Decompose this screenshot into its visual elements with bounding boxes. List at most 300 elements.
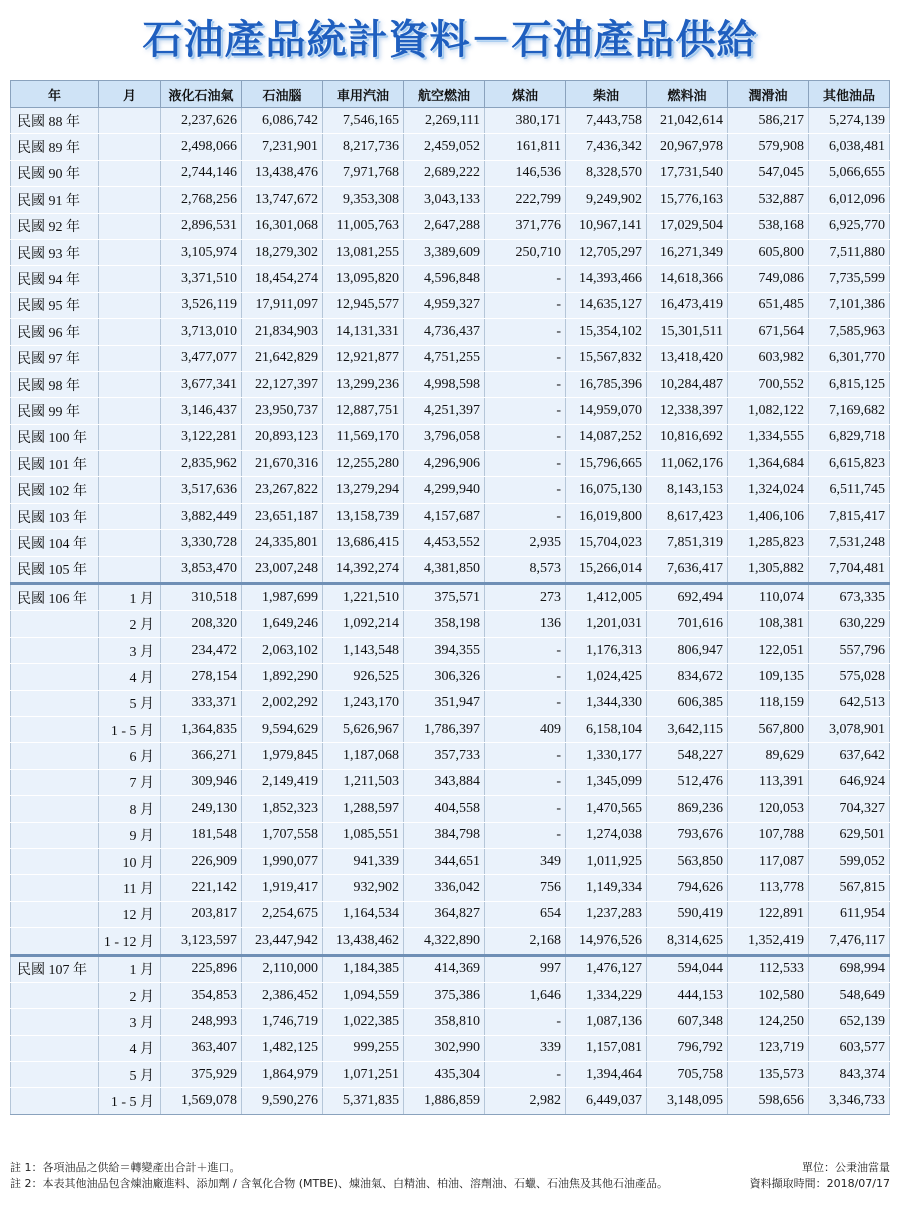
- value-cell: 796,792: [647, 1035, 728, 1061]
- value-cell: 8,314,625: [647, 928, 728, 955]
- month-cell: [99, 134, 161, 160]
- value-cell: 1,143,548: [323, 637, 404, 663]
- value-cell: 4,251,397: [404, 398, 485, 424]
- value-cell: 13,158,739: [323, 503, 404, 529]
- column-header: 柴油: [566, 81, 647, 108]
- year-cell: 民國 89 年: [11, 134, 99, 160]
- value-cell: 17,029,504: [647, 213, 728, 239]
- column-header: 石油腦: [242, 81, 323, 108]
- table-row: [11, 477, 890, 503]
- year-cell: 民國 97 年: [11, 345, 99, 371]
- value-cell: 548,227: [647, 743, 728, 769]
- year-cell: [11, 1088, 99, 1114]
- value-cell: 13,686,415: [323, 530, 404, 556]
- value-cell: 1,285,823: [728, 530, 809, 556]
- value-cell: 997: [485, 955, 566, 982]
- value-cell: 1,288,597: [323, 796, 404, 822]
- value-cell: 557,796: [809, 637, 890, 663]
- value-cell: 17,731,540: [647, 160, 728, 186]
- value-cell: 17,911,097: [242, 292, 323, 318]
- value-cell: 704,327: [809, 796, 890, 822]
- value-cell: 394,355: [404, 637, 485, 663]
- value-cell: 435,304: [404, 1062, 485, 1088]
- value-cell: 4,299,940: [404, 477, 485, 503]
- value-cell: 1,324,024: [728, 477, 809, 503]
- value-cell: 9,590,276: [242, 1088, 323, 1114]
- value-cell: 16,473,419: [647, 292, 728, 318]
- value-cell: 404,558: [404, 796, 485, 822]
- value-cell: 1,164,534: [323, 901, 404, 927]
- month-cell: 10 月: [99, 848, 161, 874]
- value-cell: 10,816,692: [647, 424, 728, 450]
- table-row: [11, 664, 890, 690]
- value-cell: 21,834,903: [242, 319, 323, 345]
- retrieved-date: 資料擷取時間：2018/07/17: [749, 1177, 890, 1190]
- value-cell: 1,886,859: [404, 1088, 485, 1114]
- page-title: 石油產品統計資料－石油產品供給: [142, 17, 758, 63]
- value-cell: 181,548: [161, 822, 242, 848]
- table-row: [11, 160, 890, 186]
- table-row: [11, 134, 890, 160]
- year-cell: [11, 901, 99, 927]
- value-cell: 642,513: [809, 690, 890, 716]
- value-cell: 6,615,823: [809, 451, 890, 477]
- value-cell: 1,071,251: [323, 1062, 404, 1088]
- value-cell: 2,768,256: [161, 187, 242, 213]
- column-header: 液化石油氣: [161, 81, 242, 108]
- value-cell: 1,094,559: [323, 982, 404, 1008]
- value-cell: 120,053: [728, 796, 809, 822]
- footnote-line-1: [10, 1160, 890, 1176]
- value-cell: 2,237,626: [161, 108, 242, 134]
- month-cell: [99, 477, 161, 503]
- value-cell: 9,353,308: [323, 187, 404, 213]
- value-cell: 12,338,397: [647, 398, 728, 424]
- year-cell: 民國 101 年: [11, 451, 99, 477]
- value-cell: 89,629: [728, 743, 809, 769]
- value-cell: 310,518: [161, 584, 242, 611]
- value-cell: 4,296,906: [404, 451, 485, 477]
- table-row: [11, 690, 890, 716]
- value-cell: 3,346,733: [809, 1088, 890, 1114]
- month-cell: 2 月: [99, 611, 161, 637]
- value-cell: 2,647,288: [404, 213, 485, 239]
- year-cell: 民國 90 年: [11, 160, 99, 186]
- table-row: [11, 716, 890, 742]
- value-cell: 375,571: [404, 584, 485, 611]
- month-cell: 3 月: [99, 637, 161, 663]
- value-cell: 1,211,503: [323, 769, 404, 795]
- value-cell: 8,328,570: [566, 160, 647, 186]
- value-cell: 1,406,106: [728, 503, 809, 529]
- value-cell: 793,676: [647, 822, 728, 848]
- value-cell: 2,269,111: [404, 108, 485, 134]
- value-cell: 102,580: [728, 982, 809, 1008]
- value-cell: 8,573: [485, 556, 566, 583]
- value-cell: 1,184,385: [323, 955, 404, 982]
- month-cell: [99, 556, 161, 583]
- value-cell: 4,453,552: [404, 530, 485, 556]
- header-row: [11, 81, 890, 108]
- value-cell: 607,348: [647, 1009, 728, 1035]
- value-cell: 7,815,417: [809, 503, 890, 529]
- value-cell: 309,946: [161, 769, 242, 795]
- column-header: 潤滑油: [728, 81, 809, 108]
- value-cell: 249,130: [161, 796, 242, 822]
- value-cell: 1,646: [485, 982, 566, 1008]
- value-cell: -: [485, 796, 566, 822]
- value-cell: 1,919,417: [242, 875, 323, 901]
- value-cell: 1,082,122: [728, 398, 809, 424]
- column-header: 煤油: [485, 81, 566, 108]
- table-row: [11, 982, 890, 1008]
- value-cell: 122,051: [728, 637, 809, 663]
- value-cell: 12,921,877: [323, 345, 404, 371]
- year-cell: 民國 99 年: [11, 398, 99, 424]
- value-cell: 1,334,555: [728, 424, 809, 450]
- value-cell: 749,086: [728, 266, 809, 292]
- value-cell: 135,573: [728, 1062, 809, 1088]
- value-cell: 700,552: [728, 371, 809, 397]
- month-cell: 1 - 5 月: [99, 1088, 161, 1114]
- value-cell: 1,786,397: [404, 716, 485, 742]
- column-header: 年: [11, 81, 99, 108]
- value-cell: 575,028: [809, 664, 890, 690]
- value-cell: 7,476,117: [809, 928, 890, 955]
- value-cell: 118,159: [728, 690, 809, 716]
- value-cell: 357,733: [404, 743, 485, 769]
- value-cell: 343,884: [404, 769, 485, 795]
- value-cell: 7,636,417: [647, 556, 728, 583]
- value-cell: 351,947: [404, 690, 485, 716]
- value-cell: 4,959,327: [404, 292, 485, 318]
- value-cell: 1,482,125: [242, 1035, 323, 1061]
- footnote-line-2: [10, 1176, 890, 1192]
- month-cell: 4 月: [99, 664, 161, 690]
- value-cell: 1,221,510: [323, 584, 404, 611]
- value-cell: 605,800: [728, 239, 809, 265]
- value-cell: 4,751,255: [404, 345, 485, 371]
- value-cell: 1,352,419: [728, 928, 809, 955]
- value-cell: 1,649,246: [242, 611, 323, 637]
- value-cell: -: [485, 1009, 566, 1035]
- value-cell: 6,511,745: [809, 477, 890, 503]
- year-cell: [11, 822, 99, 848]
- table-row: [11, 371, 890, 397]
- value-cell: 16,019,800: [566, 503, 647, 529]
- value-cell: 375,929: [161, 1062, 242, 1088]
- value-cell: 234,472: [161, 637, 242, 663]
- value-cell: 11,062,176: [647, 451, 728, 477]
- value-cell: 1,470,565: [566, 796, 647, 822]
- value-cell: 221,142: [161, 875, 242, 901]
- value-cell: 12,255,280: [323, 451, 404, 477]
- month-cell: 11 月: [99, 875, 161, 901]
- value-cell: 363,407: [161, 1035, 242, 1061]
- value-cell: 692,494: [647, 584, 728, 611]
- value-cell: 21,670,316: [242, 451, 323, 477]
- month-cell: [99, 371, 161, 397]
- value-cell: 637,642: [809, 743, 890, 769]
- table-row: [11, 875, 890, 901]
- value-cell: 630,229: [809, 611, 890, 637]
- value-cell: 9,249,902: [566, 187, 647, 213]
- value-cell: 2,744,146: [161, 160, 242, 186]
- value-cell: 14,393,466: [566, 266, 647, 292]
- value-cell: 6,038,481: [809, 134, 890, 160]
- month-cell: 6 月: [99, 743, 161, 769]
- table-row: [11, 743, 890, 769]
- value-cell: 3,713,010: [161, 319, 242, 345]
- value-cell: 384,798: [404, 822, 485, 848]
- value-cell: 9,594,629: [242, 716, 323, 742]
- value-cell: 7,101,386: [809, 292, 890, 318]
- value-cell: 12,945,577: [323, 292, 404, 318]
- month-cell: 9 月: [99, 822, 161, 848]
- value-cell: 7,704,481: [809, 556, 890, 583]
- value-cell: 333,371: [161, 690, 242, 716]
- value-cell: 6,815,125: [809, 371, 890, 397]
- value-cell: 547,045: [728, 160, 809, 186]
- value-cell: 1,201,031: [566, 611, 647, 637]
- column-header: 月: [99, 81, 161, 108]
- month-cell: [99, 451, 161, 477]
- value-cell: 10,284,487: [647, 371, 728, 397]
- year-cell: 民國 93 年: [11, 239, 99, 265]
- table-row: [11, 1009, 890, 1035]
- value-cell: 11,569,170: [323, 424, 404, 450]
- value-cell: 6,012,096: [809, 187, 890, 213]
- value-cell: 15,776,163: [647, 187, 728, 213]
- value-cell: 3,882,449: [161, 503, 242, 529]
- year-cell: [11, 928, 99, 955]
- value-cell: 843,374: [809, 1062, 890, 1088]
- value-cell: 7,531,248: [809, 530, 890, 556]
- month-cell: 5 月: [99, 690, 161, 716]
- value-cell: 1,085,551: [323, 822, 404, 848]
- value-cell: 15,354,102: [566, 319, 647, 345]
- value-cell: 586,217: [728, 108, 809, 134]
- value-cell: 2,982: [485, 1088, 566, 1114]
- value-cell: 2,386,452: [242, 982, 323, 1008]
- year-cell: 民國 102 年: [11, 477, 99, 503]
- value-cell: 1,022,385: [323, 1009, 404, 1035]
- table-row: [11, 611, 890, 637]
- value-cell: 7,436,342: [566, 134, 647, 160]
- value-cell: 13,279,294: [323, 477, 404, 503]
- value-cell: 671,564: [728, 319, 809, 345]
- value-cell: 15,796,665: [566, 451, 647, 477]
- month-cell: [99, 187, 161, 213]
- value-cell: 136: [485, 611, 566, 637]
- value-cell: 248,993: [161, 1009, 242, 1035]
- table-row: [11, 955, 890, 982]
- value-cell: 7,851,319: [647, 530, 728, 556]
- value-cell: 1,990,077: [242, 848, 323, 874]
- year-cell: [11, 796, 99, 822]
- value-cell: 146,536: [485, 160, 566, 186]
- value-cell: 579,908: [728, 134, 809, 160]
- table-row: [11, 187, 890, 213]
- value-cell: 599,052: [809, 848, 890, 874]
- value-cell: 20,967,978: [647, 134, 728, 160]
- value-cell: 2,498,066: [161, 134, 242, 160]
- year-cell: [11, 611, 99, 637]
- footnotes: [10, 1160, 890, 1192]
- month-cell: [99, 213, 161, 239]
- table-row: [11, 796, 890, 822]
- month-cell: [99, 160, 161, 186]
- month-cell: 1 月: [99, 584, 161, 611]
- value-cell: 5,274,139: [809, 108, 890, 134]
- value-cell: 6,301,770: [809, 345, 890, 371]
- value-cell: 24,335,801: [242, 530, 323, 556]
- value-cell: -: [485, 477, 566, 503]
- value-cell: -: [485, 451, 566, 477]
- value-cell: 444,153: [647, 982, 728, 1008]
- table-row: [11, 637, 890, 663]
- value-cell: 8,143,153: [647, 477, 728, 503]
- value-cell: 3,796,058: [404, 424, 485, 450]
- value-cell: 302,990: [404, 1035, 485, 1061]
- value-cell: 13,095,820: [323, 266, 404, 292]
- value-cell: 3,526,119: [161, 292, 242, 318]
- value-cell: 14,392,274: [323, 556, 404, 583]
- value-cell: 4,157,687: [404, 503, 485, 529]
- value-cell: 14,087,252: [566, 424, 647, 450]
- value-cell: 14,618,366: [647, 266, 728, 292]
- year-cell: 民國 92 年: [11, 213, 99, 239]
- value-cell: 651,485: [728, 292, 809, 318]
- value-cell: 594,044: [647, 955, 728, 982]
- value-cell: 1,344,330: [566, 690, 647, 716]
- value-cell: 1,476,127: [566, 955, 647, 982]
- table-header: [11, 81, 890, 108]
- value-cell: 110,074: [728, 584, 809, 611]
- value-cell: 1,345,099: [566, 769, 647, 795]
- value-cell: 14,959,070: [566, 398, 647, 424]
- value-cell: 3,122,281: [161, 424, 242, 450]
- value-cell: 1,707,558: [242, 822, 323, 848]
- value-cell: 2,149,419: [242, 769, 323, 795]
- month-cell: [99, 108, 161, 134]
- table-row: [11, 345, 890, 371]
- value-cell: 7,169,682: [809, 398, 890, 424]
- column-header: 燃料油: [647, 81, 728, 108]
- table-row: [11, 239, 890, 265]
- year-cell: [11, 1009, 99, 1035]
- value-cell: 2,835,962: [161, 451, 242, 477]
- value-cell: 13,418,420: [647, 345, 728, 371]
- value-cell: 222,799: [485, 187, 566, 213]
- value-cell: -: [485, 266, 566, 292]
- value-cell: 629,501: [809, 822, 890, 848]
- value-cell: 1,334,229: [566, 982, 647, 1008]
- month-cell: 12 月: [99, 901, 161, 927]
- value-cell: 1,394,464: [566, 1062, 647, 1088]
- month-cell: 5 月: [99, 1062, 161, 1088]
- value-cell: 109,135: [728, 664, 809, 690]
- table-row: [11, 556, 890, 583]
- value-cell: 112,533: [728, 955, 809, 982]
- value-cell: 654: [485, 901, 566, 927]
- value-cell: 941,339: [323, 848, 404, 874]
- value-cell: 113,391: [728, 769, 809, 795]
- value-cell: 3,078,901: [809, 716, 890, 742]
- value-cell: 1,237,283: [566, 901, 647, 927]
- value-cell: 2,168: [485, 928, 566, 955]
- value-cell: 273: [485, 584, 566, 611]
- value-cell: 2,002,292: [242, 690, 323, 716]
- year-cell: [11, 664, 99, 690]
- value-cell: 3,517,636: [161, 477, 242, 503]
- year-cell: 民國 98 年: [11, 371, 99, 397]
- supply-table: [10, 80, 890, 1115]
- value-cell: 23,651,187: [242, 503, 323, 529]
- value-cell: -: [485, 292, 566, 318]
- value-cell: 339: [485, 1035, 566, 1061]
- year-cell: 民國 95 年: [11, 292, 99, 318]
- value-cell: 1,864,979: [242, 1062, 323, 1088]
- value-cell: 13,747,672: [242, 187, 323, 213]
- value-cell: 4,596,848: [404, 266, 485, 292]
- value-cell: 1,987,699: [242, 584, 323, 611]
- table-row: [11, 584, 890, 611]
- value-cell: 371,776: [485, 213, 566, 239]
- value-cell: 7,585,963: [809, 319, 890, 345]
- value-cell: 13,081,255: [323, 239, 404, 265]
- value-cell: 8,217,736: [323, 134, 404, 160]
- year-cell: 民國 96 年: [11, 319, 99, 345]
- table-row: [11, 292, 890, 318]
- value-cell: 14,976,526: [566, 928, 647, 955]
- value-cell: 1,746,719: [242, 1009, 323, 1035]
- value-cell: 20,893,123: [242, 424, 323, 450]
- year-cell: 民國 91 年: [11, 187, 99, 213]
- value-cell: 3,642,115: [647, 716, 728, 742]
- table-row: [11, 266, 890, 292]
- value-cell: 563,850: [647, 848, 728, 874]
- table-row: [11, 398, 890, 424]
- value-cell: 18,454,274: [242, 266, 323, 292]
- value-cell: 344,651: [404, 848, 485, 874]
- table-row: [11, 213, 890, 239]
- value-cell: 567,815: [809, 875, 890, 901]
- value-cell: 409: [485, 716, 566, 742]
- year-cell: 民國 100 年: [11, 424, 99, 450]
- value-cell: 512,476: [647, 769, 728, 795]
- month-cell: 8 月: [99, 796, 161, 822]
- value-cell: 16,271,349: [647, 239, 728, 265]
- value-cell: 15,266,014: [566, 556, 647, 583]
- value-cell: 7,231,901: [242, 134, 323, 160]
- month-cell: 1 月: [99, 955, 161, 982]
- value-cell: 7,971,768: [323, 160, 404, 186]
- value-cell: 208,320: [161, 611, 242, 637]
- value-cell: -: [485, 769, 566, 795]
- value-cell: 1,087,136: [566, 1009, 647, 1035]
- value-cell: 705,758: [647, 1062, 728, 1088]
- value-cell: -: [485, 743, 566, 769]
- value-cell: 794,626: [647, 875, 728, 901]
- value-cell: -: [485, 664, 566, 690]
- value-cell: -: [485, 822, 566, 848]
- value-cell: 161,811: [485, 134, 566, 160]
- value-cell: 1,024,425: [566, 664, 647, 690]
- value-cell: 7,735,599: [809, 266, 890, 292]
- month-cell: 1 - 12 月: [99, 928, 161, 955]
- value-cell: 250,710: [485, 239, 566, 265]
